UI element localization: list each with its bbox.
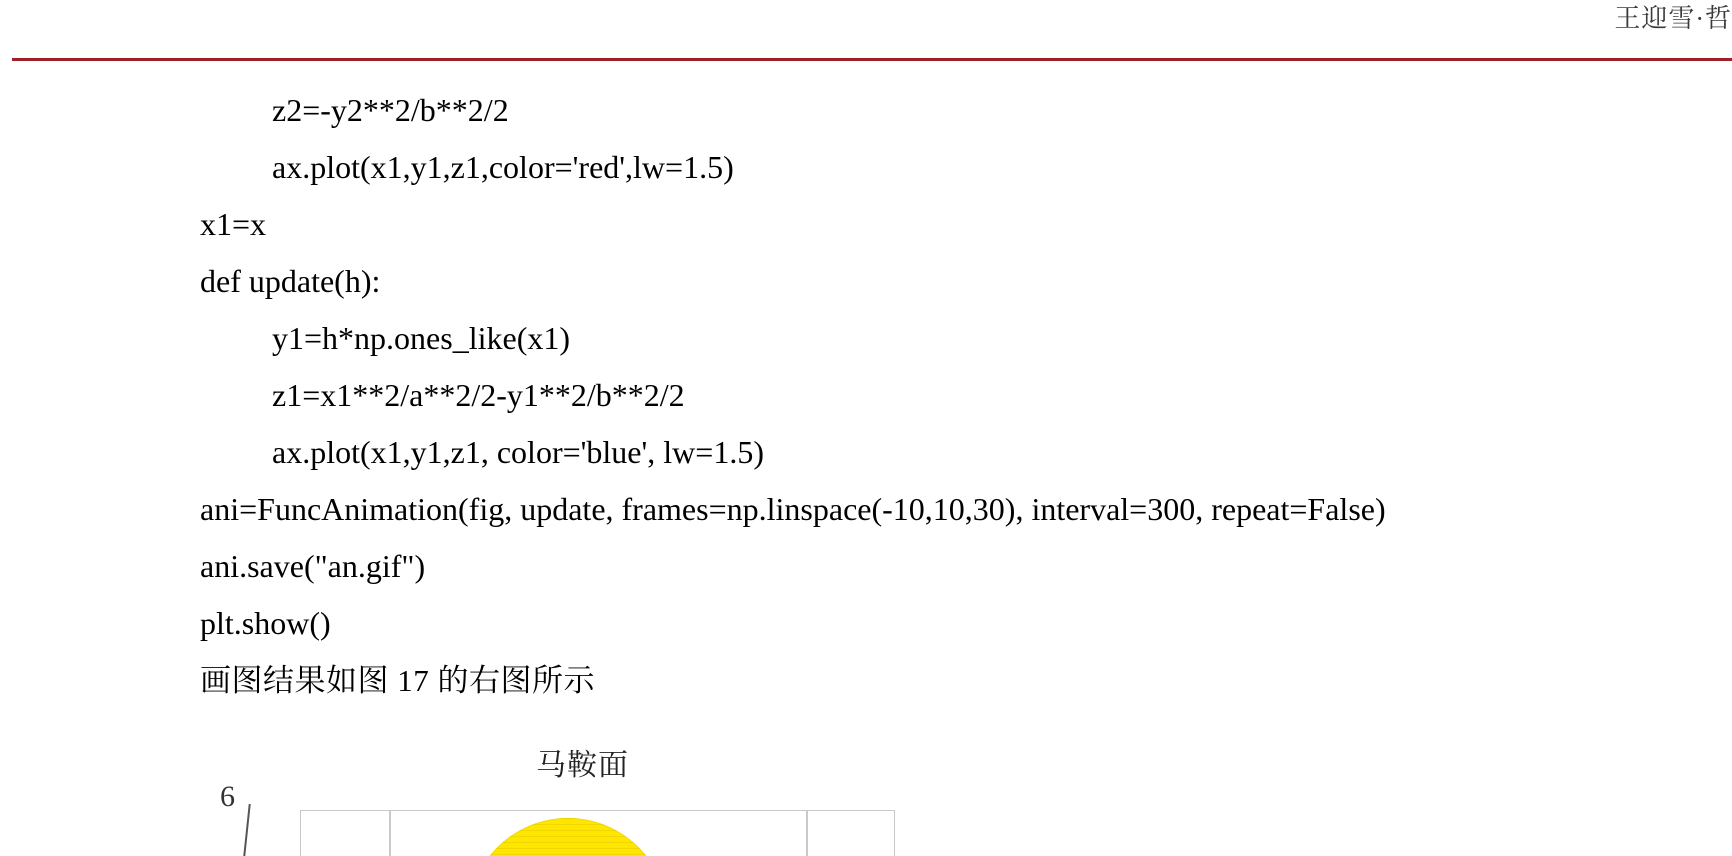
plot-edge-left (389, 810, 391, 856)
code-line: x1=x (200, 206, 267, 242)
code-line: ax.plot(x1,y1,z1, color='blue', lw=1.5) (272, 434, 764, 470)
plot-edge-right (806, 810, 808, 856)
code-line: ani.save("an.gif") (200, 548, 426, 584)
running-head: 王迎雪·哲 (1614, 4, 1732, 33)
code-line: def update(h): (200, 263, 381, 299)
code-line: ax.plot(x1,y1,z1,color='red',lw=1.5) (272, 149, 734, 185)
figure-title: 马鞍面 (536, 749, 629, 782)
code-line: z1=x1**2/a**2/2-y1**2/b**2/2 (272, 377, 685, 413)
code-line: y1=h*np.ones_like(x1) (272, 320, 570, 356)
figure-saddle-surface (0, 742, 1732, 856)
code-line: ani=FuncAnimation(fig, update, frames=np.linspace(-10,10,30), interval=300, repeat=False) (200, 491, 1386, 527)
y-axis-line (243, 804, 250, 856)
code-line: plt.show() (200, 605, 331, 641)
code-line: z2=-y2**2/b**2/2 (272, 92, 509, 128)
y-axis-tick-label: 6 (220, 780, 235, 813)
caption-reference-line: 画图结果如图 17 的右图所示 (200, 663, 595, 698)
document-body (0, 82, 1732, 709)
page-header (0, 0, 1732, 60)
header-divider (12, 58, 1732, 61)
